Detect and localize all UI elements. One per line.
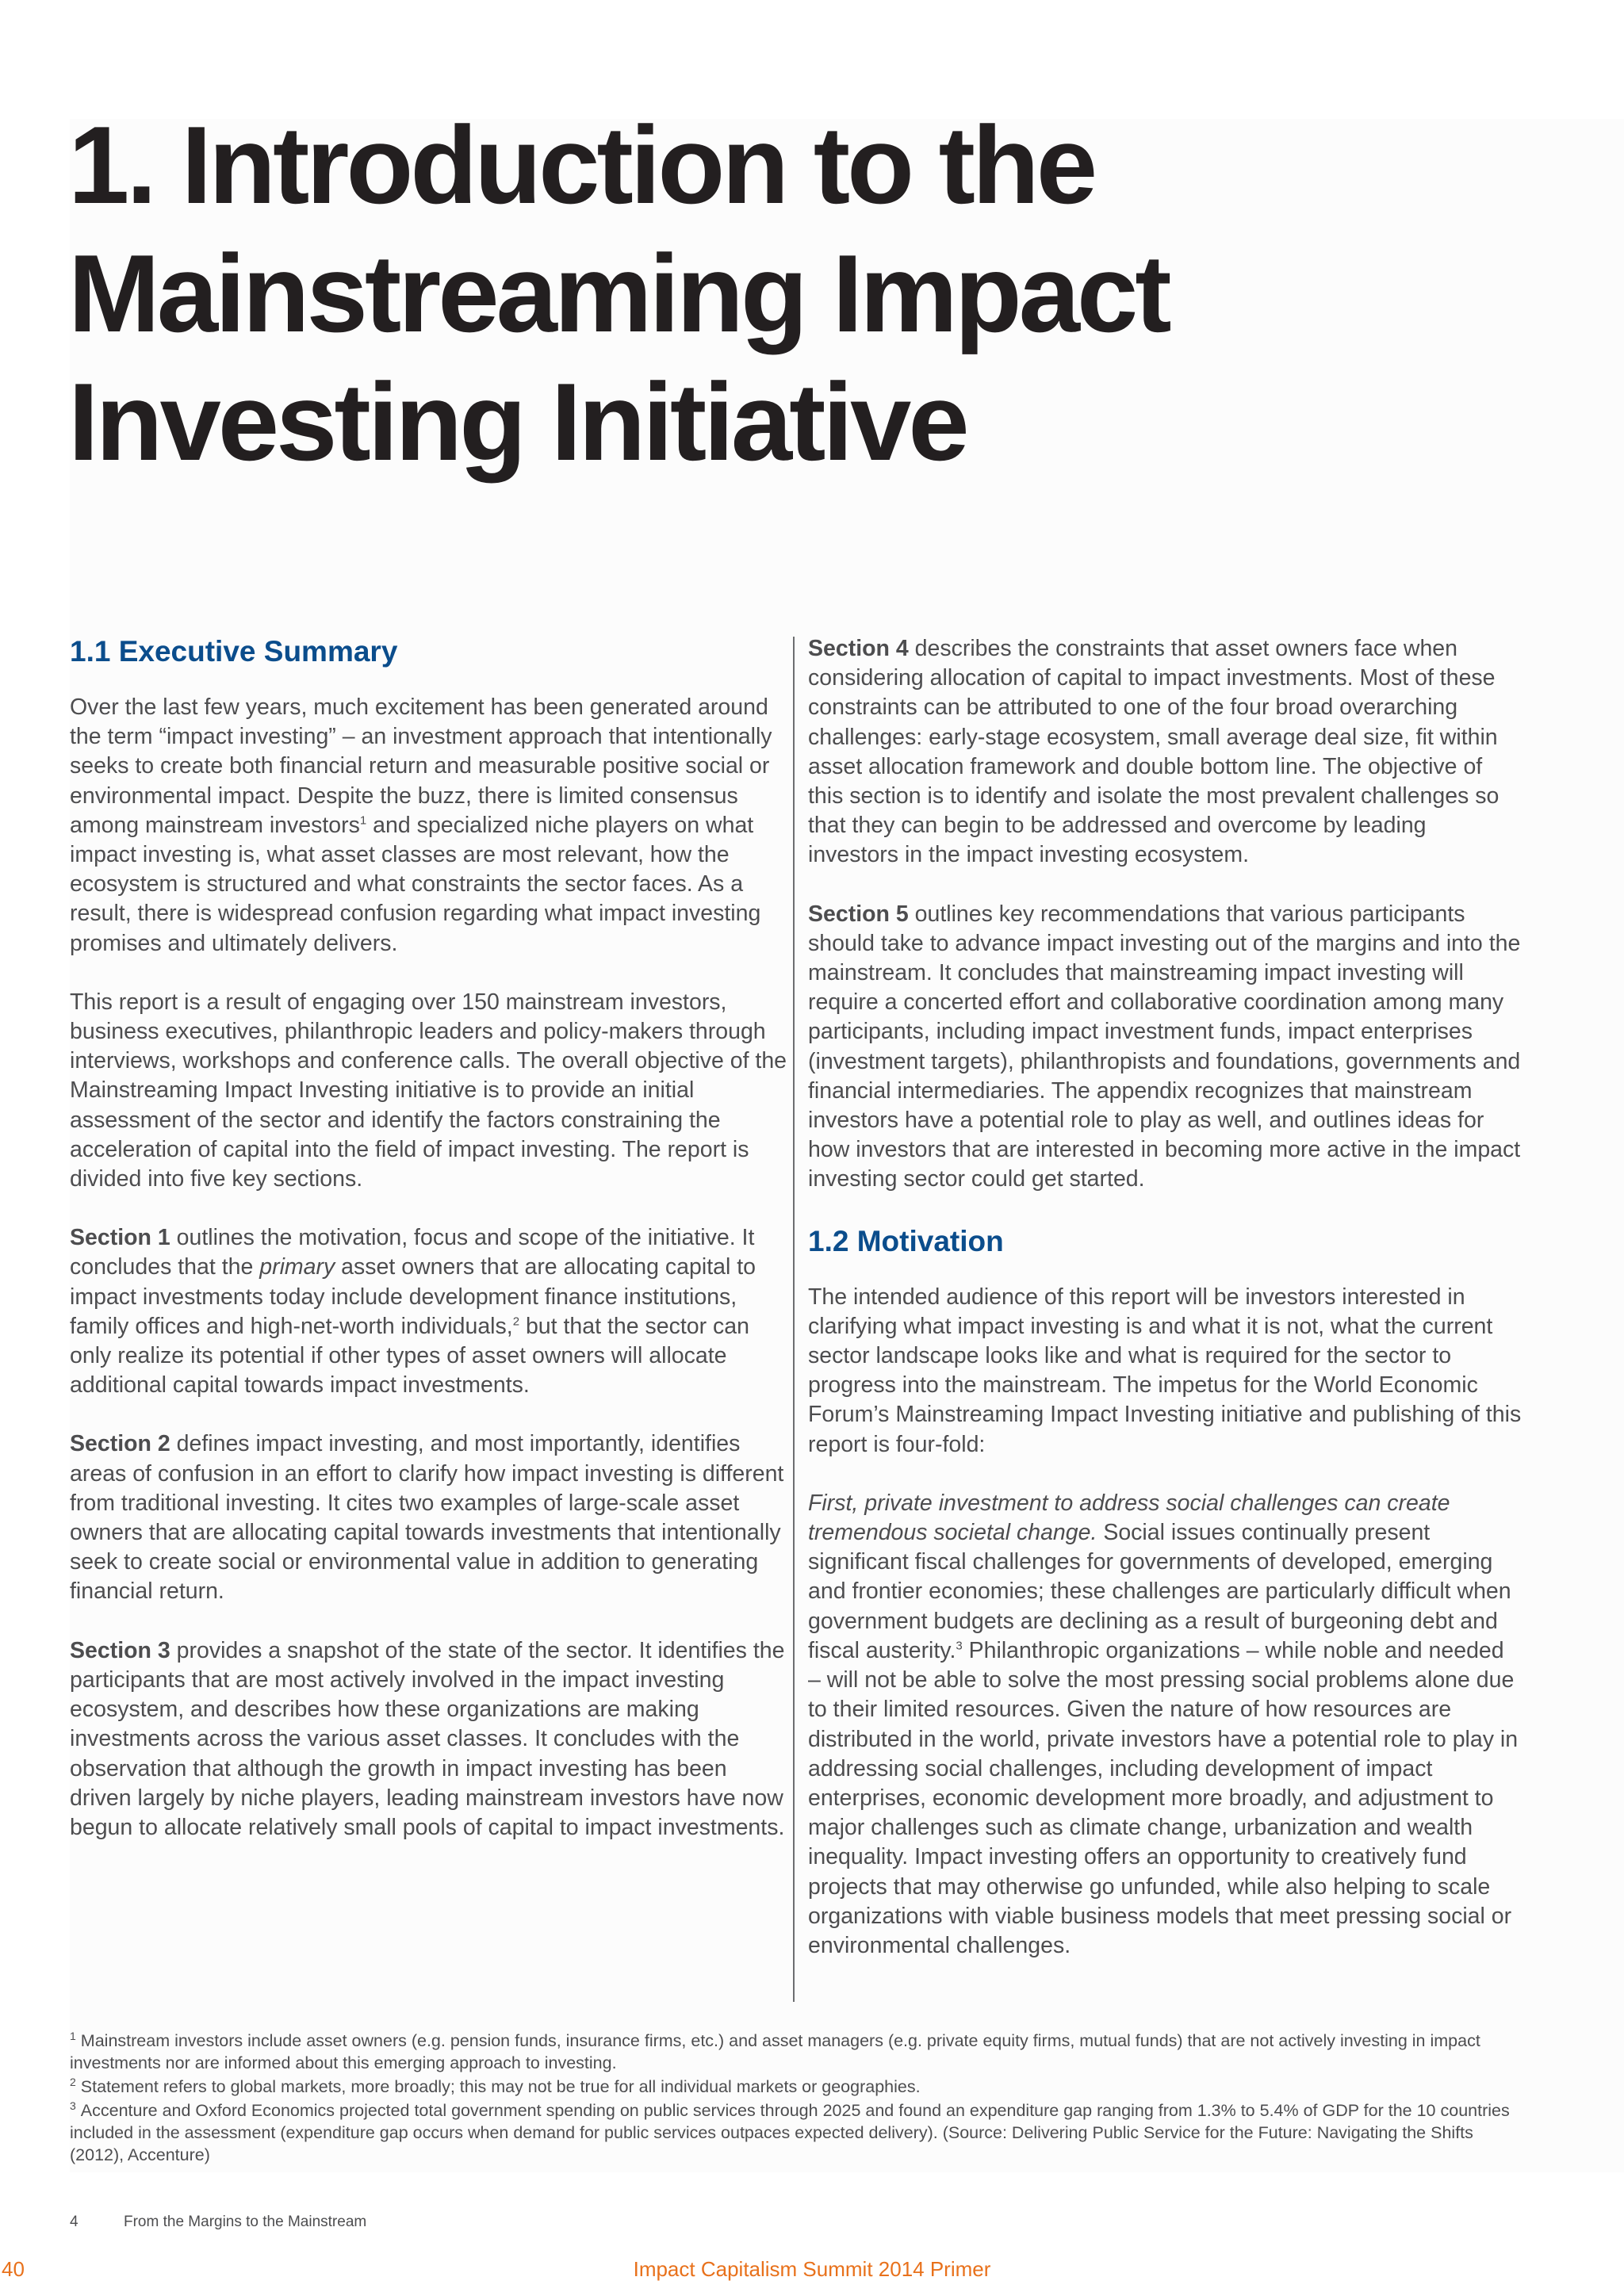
section-3-label: Section 3	[70, 1637, 170, 1663]
text: Social issues continually present significant fiscal challenges for governments of developed, emerging and frontier economies; these challenges are particularly difficult when government budgets are declining as a result of burgeoning debt and fiscal austerity.	[808, 1520, 1511, 1663]
emphasis-first: First, private investment to address social challenges can create tremendous societal change.	[808, 1490, 1450, 1546]
footnote-ref-3: 3	[956, 1639, 963, 1653]
inner-footer-text: From the Margins to the Mainstream	[124, 2214, 367, 2230]
footnotes	[70, 2030, 1521, 2168]
left-column	[70, 634, 788, 1872]
paragraph-section-5	[808, 900, 1522, 1195]
paragraph-intro	[70, 693, 788, 959]
emphasis-primary: primary	[259, 1254, 335, 1280]
footnote-ref-2: 2	[512, 1314, 520, 1329]
footnote-number: 1	[70, 2029, 76, 2042]
footnote-3	[70, 2099, 1521, 2166]
text: and specialized niche players on what impact investing is, what asset classes are most relevant, how the ecosystem is structured and what constraints the sector faces. As a result, there is widespread confusion regarding what impact investing promises and ultimately delivers.	[70, 812, 761, 956]
text: Over the last few years, much excitement has been generated around the term “impact investing” – an investment approach that intentionally seeks to create both financial return and measurable positive social or environmental impact. Despite the buzz, there is limited consensus among mainstream investors	[70, 695, 772, 838]
text: asset owners that are allocating capital to impact investments today include development finance institutions, family offices and high-net-worth individuals,	[70, 1254, 756, 1339]
page-title	[68, 101, 1416, 487]
footnote-ref-1: 1	[359, 813, 367, 828]
column-divider	[793, 637, 795, 2002]
executive-summary-heading: 1.1 Executive Summary	[70, 635, 398, 668]
section-1-label: Section 1	[70, 1225, 170, 1251]
footer-title: Impact Capitalism Summit 2014 Primer	[633, 2257, 991, 2281]
paragraph-report: This report is a result of engaging over 150 mainstream investors, business executives, philanthropic leaders and policy-makers through interviews, workshops and conference calls. The overall objective of the Mainstreaming Impact Investing initiative is to provide an initial assessment of the sector and identify the factors constraining the acceleration of capital into the field of impact investing. The report is divided into five key sections.	[70, 989, 787, 1192]
title-line-2: Mainstreaming Impact	[68, 232, 1169, 355]
page-number: 40	[2, 2257, 25, 2281]
footnote-number: 3	[70, 2099, 76, 2112]
footnote-text: Statement refers to global markets, more broadly; this may not be true for all individual markets or geographies.	[80, 2077, 921, 2096]
paragraph-section-2	[70, 1429, 788, 1606]
section-4-label: Section 4	[808, 636, 909, 661]
text: but that the sector can only realize its potential if other types of asset owners will allocate additional capital towards impact investments.	[70, 1313, 749, 1399]
inner-page-number: 4	[70, 2214, 79, 2230]
footnote-text: Accenture and Oxford Economics projected total government spending on public services through 2025 and found an expenditure gap ranging from 1.3% to 5.4% of GDP for the 10 countries included in the assessment (expenditure gap occurs when demand for public services outpaces expected delivery). (Source: Delivering Public Service for the Future: Navigating the Shifts (2012), Accenture)	[70, 2101, 1510, 2164]
inner-page-footer	[70, 2214, 366, 2231]
footnote-number: 2	[70, 2075, 76, 2088]
text: outlines the motivation, focus and scope of the initiative. It concludes that the	[70, 1225, 755, 1280]
paragraph-section-3	[70, 1636, 788, 1843]
footnote-text: Mainstream investors include asset owners (e.g. pension funds, insurance firms, etc.) and asset managers (e.g. private equity firms, mutual funds) that are not actively investing in impact investments nor are informed about this emerging approach to investing.	[70, 2031, 1480, 2072]
motivation-heading: 1.2 Motivation	[808, 1224, 1004, 1257]
footnote-1	[70, 2030, 1521, 2074]
paragraph-section-1	[70, 1223, 788, 1400]
paragraph-first-reason	[808, 1489, 1522, 1961]
paragraph-section-4	[808, 634, 1522, 871]
text: Philanthropic organizations – while noble and needed – will not be able to solve the most pressing social problems alone due to their limited resources. Given the nature of how resources are distributed in the world, private investors have a potential role to play in addressing social challenges, including development of impact enterprises, economic development more broadly, and adjustment to major challenges such as climate change, urbanization and wealth inequality. Impact investing offers an opportunity to creatively fund projects that may otherwise go unfunded, while also helping to scale organizations with viable business models that meet pressing social or environmental challenges.	[808, 1637, 1519, 1958]
right-column	[808, 634, 1522, 1990]
section-2-label: Section 2	[70, 1431, 170, 1457]
text: provides a snapshot of the state of the sector. It identifies the participants that are most actively involved in the impact investing ecosystem, and describes how these organizations are making investments across the various asset classes. It concludes with the observation that although the growth in impact investing has been driven largely by niche players, leading mainstream investors have now begun to allocate relatively small pools of capital to impact investments.	[70, 1637, 785, 1840]
title-line-1: 1. Introduction to the	[68, 104, 1095, 227]
text: describes the constraints that asset owners face when considering allocation of capital to impact investments. Most of these constraints can be attributed to one of the four broad overarching challenges: early-stage ecosystem, small average deal size, fit within asset allocation framework and double bottom line. The objective of this section is to identify and isolate the most prevalent challenges so that they can begin to be addressed and overcome by leading investors in the impact investing ecosystem.	[808, 636, 1500, 868]
text: outlines key recommendations that various participants should take to advance impact investing out of the margins and into the mainstream. It concludes that mainstreaming impact investing will require a concerted effort and collaborative coordination among many participants, including impact investment funds, impact enterprises (investment targets), philanthropists and foundations, governments and financial intermediaries. The appendix recognizes that mainstream investors have a potential role to play as well, and outlines ideas for how investors that are interested in becoming more active in the impact investing sector could get started.	[808, 901, 1521, 1192]
section-5-label: Section 5	[808, 901, 909, 927]
paragraph-audience: The intended audience of this report will be investors interested in clarifying what impact investing is and what it is not, what the current sector landscape looks like and what is required for the sector to progress into the mainstream. The impetus for the World Economic Forum’s Mainstreaming Impact Investing initiative and publishing of this report is four-fold:	[808, 1284, 1522, 1457]
text: defines impact investing, and most importantly, identifies areas of confusion in an effort to clarify how impact investing is different from traditional investing. It cites two examples of large-scale asset owners that are allocating capital towards investments that intentionally seek to create social or environmental value in addition to generating financial return.	[70, 1431, 784, 1605]
footnote-2	[70, 2076, 1521, 2098]
title-line-3: Investing Initiative	[68, 361, 967, 484]
